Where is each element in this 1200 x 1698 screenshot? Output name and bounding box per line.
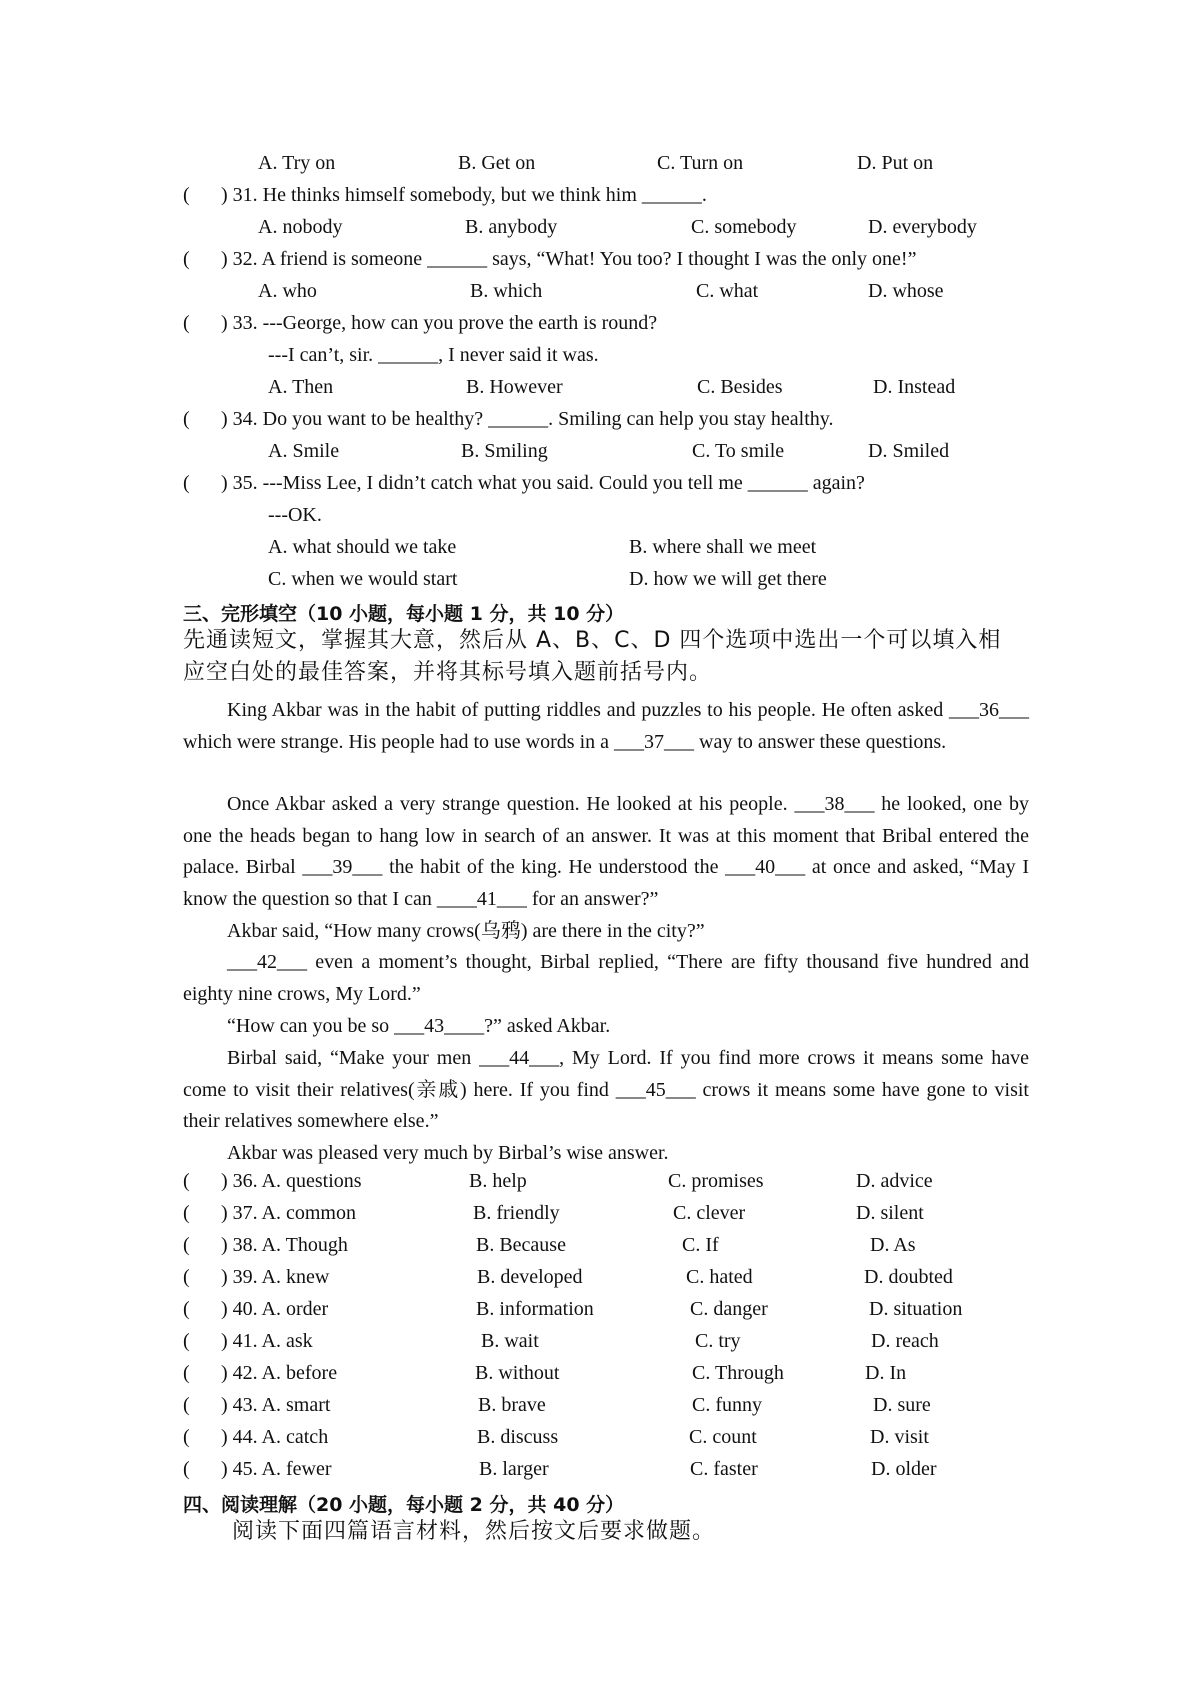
answer-bracket: ( <box>183 1234 190 1256</box>
q36-stem: ) 36. A. questions <box>221 1170 362 1192</box>
q30-option-d: D. Put on <box>857 152 934 174</box>
q44-stem: ) 44. A. catch <box>221 1426 329 1448</box>
answer-bracket: ( <box>183 1394 190 1416</box>
answer-bracket: ( <box>183 1362 190 1384</box>
q31-stem: ) 31. He thinks himself somebody, but we think him ______. <box>221 184 707 206</box>
q45-option-d: D. older <box>871 1458 937 1480</box>
q42-option-b: B. without <box>475 1362 560 1384</box>
q31-option-d: D. everybody <box>868 216 977 238</box>
answer-bracket: ( <box>183 408 190 430</box>
passage-paragraph-2: Once Akbar asked a very strange question. He looked at his people. ___38___ he looked, one by one the heads began to hang low in search of an answer. It was at this moment that Bribal entered the palace. Birbal ___39___ the habit of the king. He understood the ___40___ at once and asked, “May I know the question so that I can ____41___ for an answer?” <box>183 793 1029 910</box>
answer-bracket: ( <box>183 1330 190 1352</box>
q33-option-a: A. Then <box>268 376 334 398</box>
section4-heading: 四、阅读理解（20 小题，每小题 2 分，共 40 分） <box>183 1494 625 1516</box>
q35-option-b: B. where shall we meet <box>629 536 817 558</box>
passage-paragraph-6: Birbal said, “Make your men ___44___, My Lord. If you find more crows it means some have come to visit their relatives(亲戚) here. If you find ___45___ crows it means some have gone to visit their relatives somewhere else.” <box>183 1047 1029 1133</box>
q40-option-b: B. information <box>476 1298 594 1320</box>
q34-option-b: B. Smiling <box>461 440 548 462</box>
q35-option-a: A. what should we take <box>268 536 457 558</box>
q41-option-c: C. try <box>695 1330 741 1352</box>
section3-heading: 三、完形填空（10 小题，每小题 1 分，共 10 分） <box>183 603 625 625</box>
q33-option-b: B. However <box>466 376 563 398</box>
q39-stem: ) 39. A. knew <box>221 1266 330 1288</box>
q44-option-c: C. count <box>689 1426 757 1448</box>
q32-stem: ) 32. A friend is someone ______ says, “What! You too? I thought I was the only one!” <box>221 248 917 270</box>
q40-stem: ) 40. A. order <box>221 1298 329 1320</box>
passage-paragraph-3: Akbar said, “How many crows(乌鸦) are there in the city?” <box>227 920 705 942</box>
q33-option-d: D. Instead <box>873 376 956 398</box>
q32-option-a: A. who <box>258 280 317 302</box>
q32-option-b: B. which <box>470 280 543 302</box>
q34-option-c: C. To smile <box>692 440 785 462</box>
q40-option-c: C. danger <box>690 1298 768 1320</box>
q42-option-c: C. Through <box>692 1362 784 1384</box>
q37-option-c: C. clever <box>673 1202 746 1224</box>
answer-bracket: ( <box>183 1458 190 1480</box>
q41-option-d: D. reach <box>871 1330 939 1352</box>
q42-option-d: D. In <box>865 1362 907 1384</box>
q37-stem: ) 37. A. common <box>221 1202 356 1224</box>
q39-option-d: D. doubted <box>864 1266 953 1288</box>
q30-option-b: B. Get on <box>458 152 536 174</box>
q44-option-b: B. discuss <box>477 1426 559 1448</box>
passage-paragraph-5: “How can you be so ___43____?” asked Akbar. <box>227 1015 611 1037</box>
q38-stem: ) 38. A. Though <box>221 1234 348 1256</box>
q45-option-b: B. larger <box>479 1458 549 1480</box>
q36-option-c: C. promises <box>668 1170 764 1192</box>
answer-bracket: ( <box>183 184 190 206</box>
q42-stem: ) 42. A. before <box>221 1362 338 1384</box>
q35-stem: ) 35. ---Miss Lee, I didn’t catch what you said. Could you tell me ______ again? <box>221 472 865 494</box>
q38-option-b: B. Because <box>476 1234 566 1256</box>
q34-option-d: D. Smiled <box>868 440 950 462</box>
q37-option-b: B. friendly <box>473 1202 560 1224</box>
q32-option-c: C. what <box>696 280 759 302</box>
section3-instruction-line2: 应空白处的最佳答案，并将其标号填入题前括号内。 <box>183 660 713 685</box>
q32-option-d: D. whose <box>868 280 944 302</box>
section4-instruction: 阅读下面四篇语言材料，然后按文后要求做题。 <box>232 1519 716 1544</box>
answer-bracket: ( <box>183 312 190 334</box>
q43-option-c: C. funny <box>692 1394 762 1416</box>
passage-paragraph-1: King Akbar was in the habit of putting riddles and puzzles to his people. He often asked ___36___ which were strange. His people had to use words in a ___37___ way to answer these questions. <box>183 699 1029 753</box>
passage-paragraph-7: Akbar was pleased very much by Birbal’s wise answer. <box>227 1142 669 1164</box>
q38-option-c: C. If <box>682 1234 719 1256</box>
q33-stem: ) 33. ---George, how can you prove the earth is round? <box>221 312 658 334</box>
answer-bracket: ( <box>183 1170 190 1192</box>
q41-option-b: B. wait <box>481 1330 539 1352</box>
q31-option-a: A. nobody <box>258 216 343 238</box>
answer-bracket: ( <box>183 472 190 494</box>
q31-option-b: B. anybody <box>465 216 558 238</box>
q36-option-d: D. advice <box>856 1170 933 1192</box>
q44-option-d: D. visit <box>870 1426 929 1448</box>
q39-option-b: B. developed <box>477 1266 583 1288</box>
answer-bracket: ( <box>183 248 190 270</box>
answer-bracket: ( <box>183 1266 190 1288</box>
q30-option-a: A. Try on <box>258 152 336 174</box>
answer-bracket: ( <box>183 1426 190 1448</box>
q45-option-c: C. faster <box>690 1458 758 1480</box>
q43-option-d: D. sure <box>873 1394 931 1416</box>
answer-bracket: ( <box>183 1298 190 1320</box>
q43-option-b: B. brave <box>478 1394 546 1416</box>
q37-option-d: D. silent <box>856 1202 924 1224</box>
answer-bracket: ( <box>183 1202 190 1224</box>
passage-paragraph-4: ___42___ even a moment’s thought, Birbal replied, “There are fifty thousand five hundred and eighty nine crows, My Lord.” <box>183 951 1029 1005</box>
q45-stem: ) 45. A. fewer <box>221 1458 332 1480</box>
q30-option-c: C. Turn on <box>657 152 744 174</box>
q38-option-d: D. As <box>870 1234 916 1256</box>
q33-option-c: C. Besides <box>697 376 783 398</box>
q39-option-c: C. hated <box>686 1266 753 1288</box>
q34-option-a: A. Smile <box>268 440 340 462</box>
q43-stem: ) 43. A. smart <box>221 1394 331 1416</box>
q35-stem-reply: ---OK. <box>268 504 322 526</box>
q40-option-d: D. situation <box>869 1298 963 1320</box>
q33-stem-reply: ---I can’t, sir. ______, I never said it was. <box>268 344 599 366</box>
q35-option-c: C. when we would start <box>268 568 458 590</box>
q34-stem: ) 34. Do you want to be healthy? ______. Smiling can help you stay healthy. <box>221 408 834 430</box>
q36-option-b: B. help <box>469 1170 527 1192</box>
section3-instruction-line1: 先通读短文，掌握其大意，然后从 A、B、C、D 四个选项中选出一个可以填入相 <box>183 628 1002 653</box>
q31-option-c: C. somebody <box>691 216 797 238</box>
q41-stem: ) 41. A. ask <box>221 1330 313 1352</box>
q35-option-d: D. how we will get there <box>629 568 827 590</box>
